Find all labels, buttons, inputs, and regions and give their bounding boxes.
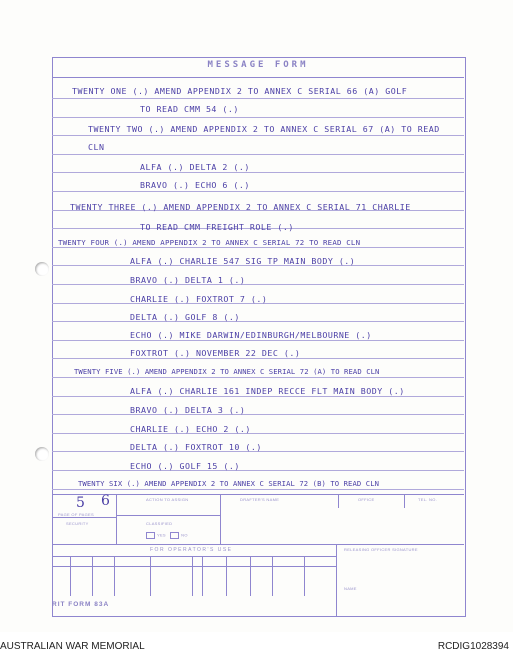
message-line: FOXTROT (.) NOVEMBER 22 DEC (.) (130, 348, 301, 358)
archive-credit: AUSTRALIAN WAR MEMORIAL (0, 641, 145, 652)
office-label: OFFICE (358, 497, 375, 502)
operator-column-divider (92, 556, 93, 596)
ruled-line (52, 321, 464, 322)
page-number: 5 (76, 495, 85, 511)
footer-divider (52, 566, 336, 567)
ruled-line (52, 433, 464, 434)
yes-label: YES (157, 532, 166, 538)
operator-column-divider (272, 556, 273, 596)
ruled-line (52, 135, 464, 136)
yes-checkbox[interactable] (146, 532, 155, 539)
message-line: ECHO (.) MIKE DARWIN/EDINBURGH/MELBOURNE (.) (130, 330, 372, 340)
action-label: ACTION TO ASSIGN (146, 497, 189, 502)
message-line: BRAVO (.) DELTA 3 (.) (130, 405, 246, 415)
message-line: TWENTY SIX (.) AMEND APPENDIX 2 TO ANNEX C SERIAL 72 (B) TO READ CLN (78, 479, 380, 488)
message-line: BRAVO (.) DELTA 1 (.) (130, 275, 246, 285)
ruled-line (52, 470, 464, 471)
ruled-line (52, 284, 464, 285)
tel-label: TEL. NO. (418, 497, 438, 502)
operators-use-label: FOR OPERATOR'S USE (150, 547, 233, 553)
security-label: SECURITY (66, 521, 89, 526)
drafter-label: DRAFTER'S NAME (240, 497, 280, 502)
message-line: DELTA (.) FOXTROT 10 (.) (130, 442, 262, 452)
footer-divider (338, 494, 339, 508)
operator-column-divider (70, 556, 71, 596)
pages-total: 6 (101, 493, 110, 509)
message-line: TWENTY FIVE (.) AMEND APPENDIX 2 TO ANNEX C SERIAL 72 (A) TO READ CLN (74, 367, 380, 376)
message-line: BRAVO (.) ECHO 6 (.) (140, 180, 250, 190)
footer-divider (52, 494, 464, 495)
punch-hole (35, 262, 49, 276)
message-line: TO READ CMM FREIGHT ROLE (.) (140, 222, 294, 232)
operator-column-divider (250, 556, 251, 596)
footer-divider (116, 515, 220, 516)
footer-divider (52, 517, 116, 518)
ruled-line (52, 154, 464, 155)
operator-column-divider (202, 556, 203, 596)
operator-column-divider (150, 556, 151, 596)
operator-column-divider (226, 556, 227, 596)
ruled-line (52, 377, 464, 378)
message-line: ALFA (.) CHARLIE 161 INDEP RECCE FLT MAIN BODY (.) (130, 386, 405, 396)
name-label: NAME (344, 586, 357, 591)
ruled-line (52, 358, 464, 359)
ruled-line (52, 414, 464, 415)
punch-hole (35, 447, 49, 461)
title-rule (52, 77, 464, 78)
no-label: NO (181, 532, 188, 538)
operator-column-divider (192, 556, 193, 596)
releasing-officer-label: RELEASING OFFICER SIGNATURE (344, 547, 418, 552)
message-line: TWENTY THREE (.) AMEND APPENDIX 2 TO ANNEX C SERIAL 71 CHARLIE (70, 202, 411, 212)
footer-divider (116, 494, 117, 544)
ruled-line (52, 117, 464, 118)
form-number: RIT FORM 83A (52, 601, 110, 608)
form-title: MESSAGE FORM (207, 60, 309, 70)
message-line: TWENTY TWO (.) AMEND APPENDIX 2 TO ANNEX C SERIAL 67 (A) TO READ (88, 124, 440, 134)
message-line: CHARLIE (.) ECHO 2 (.) (130, 424, 251, 434)
footer-divider (52, 544, 464, 545)
message-line: TO READ CMM 54 (.) (140, 104, 239, 114)
message-line: DELTA (.) GOLF 8 (.) (130, 312, 240, 322)
operator-column-divider (304, 556, 305, 596)
message-line: TWENTY FOUR (.) AMEND APPENDIX 2 TO ANNEX C SERIAL 72 TO READ CLN (58, 238, 361, 247)
ruled-line (52, 98, 464, 99)
classified-label: CLASSIFIED (146, 521, 173, 526)
footer-divider (52, 556, 336, 557)
footer-divider (220, 494, 221, 544)
ruled-line (52, 191, 464, 192)
page-of-pages-label: PAGE OF PAGES (58, 512, 94, 517)
ruled-line (52, 489, 464, 490)
footer-divider (336, 544, 337, 616)
operator-column-divider (114, 556, 115, 596)
message-line: CHARLIE (.) FOXTROT 7 (.) (130, 294, 268, 304)
classified-options (146, 532, 188, 539)
message-line: TWENTY ONE (.) AMEND APPENDIX 2 TO ANNEX C SERIAL 66 (A) GOLF (72, 86, 408, 96)
message-line: CLN (88, 142, 105, 152)
archive-id: RCDIG1028394 (437, 641, 509, 652)
message-line: ECHO (.) GOLF 15 (.) (130, 461, 240, 471)
ruled-line (52, 172, 464, 173)
footer-divider (404, 494, 405, 508)
message-line: ALFA (.) DELTA 2 (.) (140, 162, 250, 172)
message-line: ALFA (.) CHARLIE 547 SIG TP MAIN BODY (.) (130, 256, 356, 266)
no-checkbox[interactable] (170, 532, 179, 539)
